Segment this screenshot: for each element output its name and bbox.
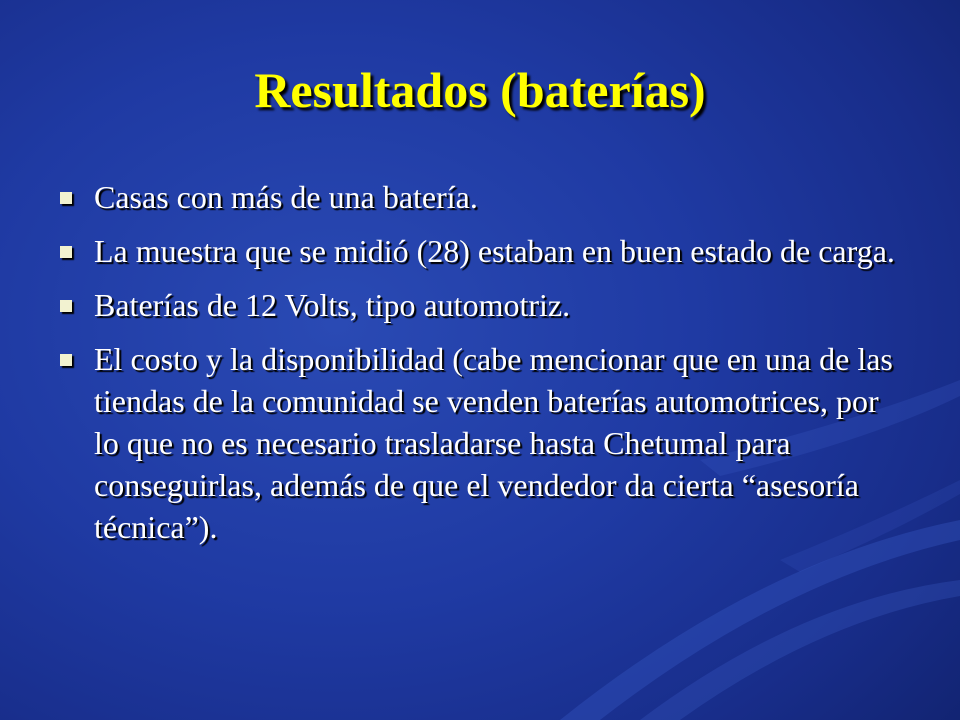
bullet-text: La muestra que se midió (28) estaban en buen estado de carga. <box>94 233 895 269</box>
square-bullet-icon <box>60 192 72 204</box>
slide-title: Resultados (baterías) <box>254 62 706 118</box>
square-bullet-icon <box>60 300 72 312</box>
bullet-list <box>60 176 910 560</box>
bullet-item <box>60 284 910 326</box>
bullet-item <box>60 176 910 218</box>
bullet-text: Baterías de 12 Volts, tipo automotriz. <box>94 287 571 323</box>
bullet-text: El costo y la disponibilidad (cabe mencionar que en una de las tiendas de la comunidad se venden baterías automotrices, por lo que no es necesario trasladarse hasta Chetumal para conseguirlas, además de que el vendedor da cierta “asesoría técnica”). <box>94 341 893 545</box>
bullet-item <box>60 338 910 548</box>
bullet-item <box>60 230 910 272</box>
bullet-text: Casas con más de una batería. <box>94 179 478 215</box>
square-bullet-icon <box>60 354 72 366</box>
square-bullet-icon <box>60 246 72 258</box>
